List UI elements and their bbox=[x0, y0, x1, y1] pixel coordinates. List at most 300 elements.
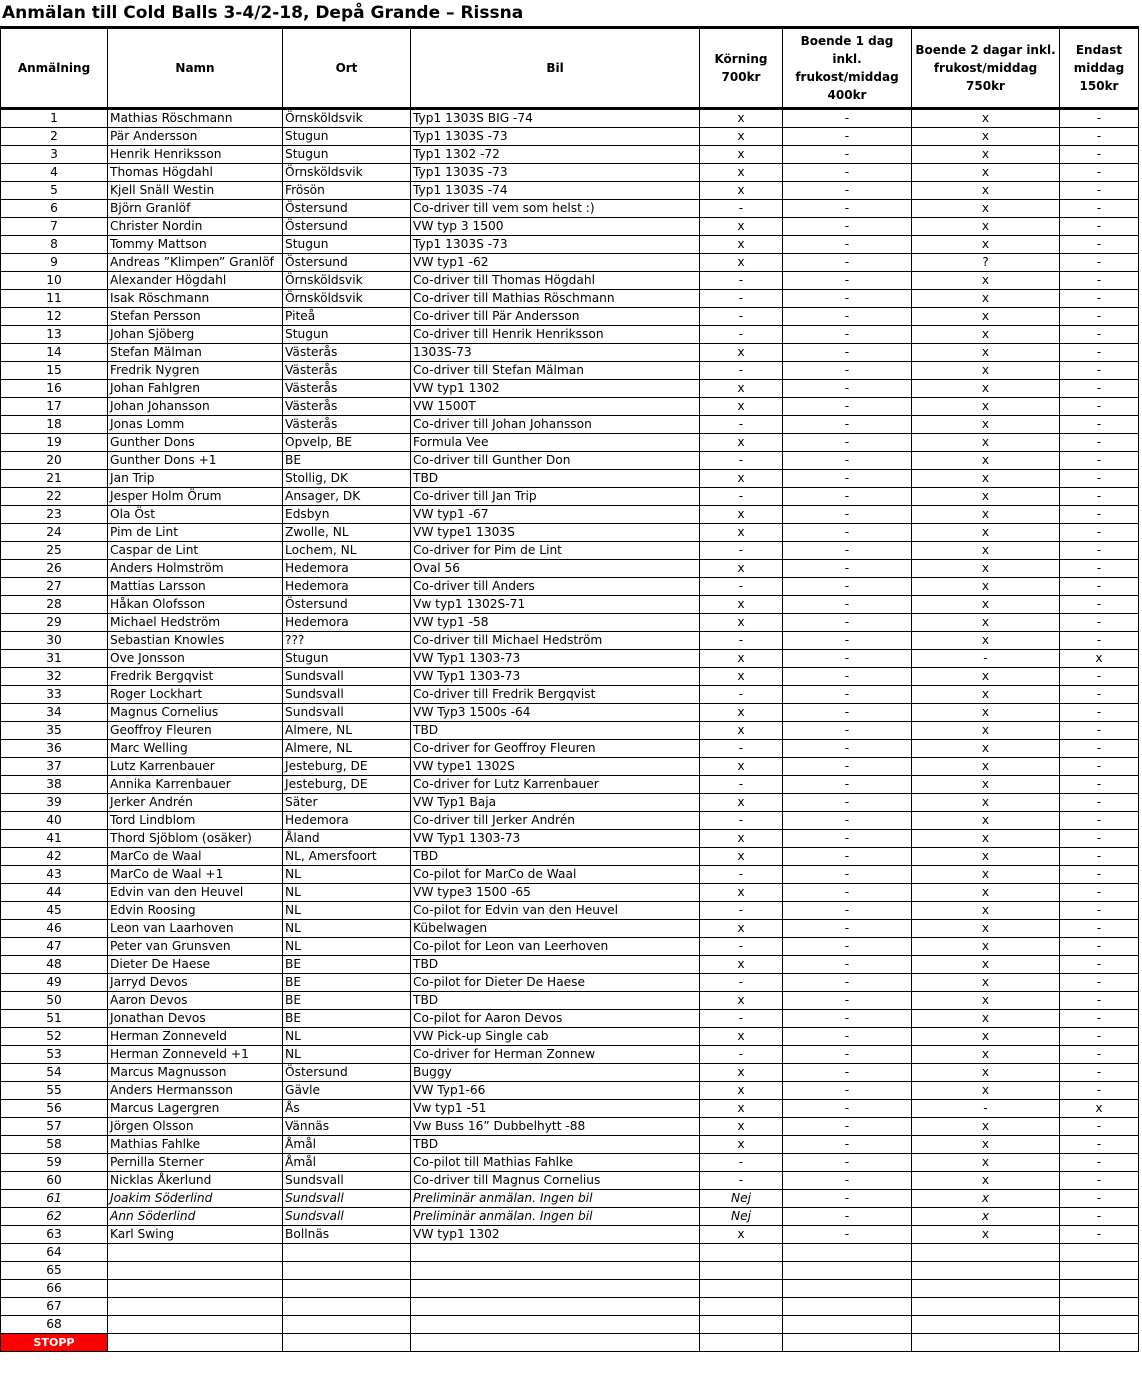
row-boende-1-dag: - bbox=[783, 578, 912, 596]
row-endast-middag: - bbox=[1060, 218, 1139, 236]
row-endast-middag: - bbox=[1060, 794, 1139, 812]
row-number: 49 bbox=[1, 974, 108, 992]
row-name: Ola Öst bbox=[108, 506, 283, 524]
row-car: VW typ1 -67 bbox=[411, 506, 700, 524]
row-number: 7 bbox=[1, 218, 108, 236]
row-endast-middag: - bbox=[1060, 1172, 1139, 1190]
table-row bbox=[1, 722, 1139, 740]
row-korning bbox=[700, 1298, 783, 1316]
row-boende-1-dag: - bbox=[783, 218, 912, 236]
row-boende-1-dag: - bbox=[783, 992, 912, 1010]
table-row bbox=[1, 902, 1139, 920]
row-number: 39 bbox=[1, 794, 108, 812]
row-boende-1-dag: - bbox=[783, 560, 912, 578]
row-number: 38 bbox=[1, 776, 108, 794]
row-boende-2-dagar: - bbox=[912, 1100, 1060, 1118]
row-korning: - bbox=[700, 740, 783, 758]
row-endast-middag: - bbox=[1060, 1118, 1139, 1136]
row-korning: - bbox=[700, 272, 783, 290]
row-name: Ann Söderlind bbox=[108, 1208, 283, 1226]
row-boende-2-dagar: x bbox=[912, 956, 1060, 974]
row-endast-middag: - bbox=[1060, 398, 1139, 416]
row-city: Stugun bbox=[283, 128, 411, 146]
table-row bbox=[1, 632, 1139, 650]
row-boende-1-dag: - bbox=[783, 236, 912, 254]
row-boende-2-dagar: x bbox=[912, 1028, 1060, 1046]
row-endast-middag: - bbox=[1060, 452, 1139, 470]
table-row bbox=[1, 470, 1139, 488]
row-korning: - bbox=[700, 578, 783, 596]
row-car: Co-driver till Michael Hedström bbox=[411, 632, 700, 650]
row-number: 64 bbox=[1, 1244, 108, 1262]
row-endast-middag: - bbox=[1060, 1208, 1139, 1226]
table-row bbox=[1, 362, 1139, 380]
row-car: Typ1 1303S -73 bbox=[411, 128, 700, 146]
row-name: Aaron Devos bbox=[108, 992, 283, 1010]
row-boende-2-dagar: x bbox=[912, 452, 1060, 470]
row-number: 18 bbox=[1, 416, 108, 434]
table-row bbox=[1, 1172, 1139, 1190]
row-boende-2-dagar: x bbox=[912, 560, 1060, 578]
row-city: Östersund bbox=[283, 200, 411, 218]
row-korning: x bbox=[700, 1226, 783, 1244]
row-name bbox=[108, 1262, 283, 1280]
row-car: VW type1 1302S bbox=[411, 758, 700, 776]
row-korning: x bbox=[700, 218, 783, 236]
row-boende-2-dagar: x bbox=[912, 920, 1060, 938]
row-name bbox=[108, 1280, 283, 1298]
row-korning: x bbox=[700, 1100, 783, 1118]
row-name: Joakim Söderlind bbox=[108, 1190, 283, 1208]
row-endast-middag: - bbox=[1060, 1082, 1139, 1100]
table-row bbox=[1, 290, 1139, 308]
row-city: Zwolle, NL bbox=[283, 524, 411, 542]
row-boende-1-dag: - bbox=[783, 1028, 912, 1046]
row-korning bbox=[700, 1280, 783, 1298]
row-boende-1-dag: - bbox=[783, 722, 912, 740]
header-row bbox=[1, 28, 1139, 109]
table-row bbox=[1, 1226, 1139, 1244]
row-boende-2-dagar: x bbox=[912, 506, 1060, 524]
row-city: NL bbox=[283, 938, 411, 956]
row-endast-middag: - bbox=[1060, 1136, 1139, 1154]
row-boende-1-dag: - bbox=[783, 650, 912, 668]
row-number: 63 bbox=[1, 1226, 108, 1244]
row-name: Jan Trip bbox=[108, 470, 283, 488]
row-boende-2-dagar: x bbox=[912, 182, 1060, 200]
row-city: Stugun bbox=[283, 650, 411, 668]
table-row bbox=[1, 650, 1139, 668]
row-korning: x bbox=[700, 344, 783, 362]
row-endast-middag: - bbox=[1060, 326, 1139, 344]
row-city: NL bbox=[283, 866, 411, 884]
row-name: Michael Hedström bbox=[108, 614, 283, 632]
table-row bbox=[1, 1010, 1139, 1028]
row-korning: - bbox=[700, 416, 783, 434]
row-endast-middag bbox=[1060, 1262, 1139, 1280]
header-bil: Bil bbox=[411, 28, 700, 109]
row-boende-2-dagar: x bbox=[912, 362, 1060, 380]
row-korning bbox=[700, 1244, 783, 1262]
row-number: 12 bbox=[1, 308, 108, 326]
row-city: Stugun bbox=[283, 236, 411, 254]
row-boende-1-dag: - bbox=[783, 1064, 912, 1082]
row-boende-2-dagar: x bbox=[912, 1118, 1060, 1136]
row-city: Almere, NL bbox=[283, 722, 411, 740]
row-korning bbox=[700, 1316, 783, 1334]
row-city: Hedemora bbox=[283, 560, 411, 578]
row-boende-2-dagar: x bbox=[912, 416, 1060, 434]
row-korning: x bbox=[700, 434, 783, 452]
row-number: 41 bbox=[1, 830, 108, 848]
row-name: Ove Jonsson bbox=[108, 650, 283, 668]
row-city: Jesteburg, DE bbox=[283, 776, 411, 794]
row-endast-middag: - bbox=[1060, 272, 1139, 290]
row-korning: - bbox=[700, 1010, 783, 1028]
row-number: 15 bbox=[1, 362, 108, 380]
row-boende-2-dagar: x bbox=[912, 902, 1060, 920]
row-car: Typ1 1303S -74 bbox=[411, 182, 700, 200]
row-name: Jörgen Olsson bbox=[108, 1118, 283, 1136]
row-city: Opvelp, BE bbox=[283, 434, 411, 452]
row-boende-1-dag: - bbox=[783, 524, 912, 542]
row-korning: - bbox=[700, 776, 783, 794]
row-boende-2-dagar: x bbox=[912, 722, 1060, 740]
row-car bbox=[411, 1316, 700, 1334]
row-city: Västerås bbox=[283, 398, 411, 416]
table-row bbox=[1, 1118, 1139, 1136]
row-car: VW Typ3 1500s -64 bbox=[411, 704, 700, 722]
table-row bbox=[1, 560, 1139, 578]
row-endast-middag: - bbox=[1060, 1226, 1139, 1244]
row-car: Co-pilot till Mathias Fahlke bbox=[411, 1154, 700, 1172]
row-endast-middag: - bbox=[1060, 308, 1139, 326]
row-boende-2-dagar: x bbox=[912, 488, 1060, 506]
row-car: Typ1 1303S -73 bbox=[411, 164, 700, 182]
row-boende-1-dag: - bbox=[783, 542, 912, 560]
row-city bbox=[283, 1244, 411, 1262]
row-number: 54 bbox=[1, 1064, 108, 1082]
row-endast-middag: - bbox=[1060, 1028, 1139, 1046]
row-boende-1-dag bbox=[783, 1262, 912, 1280]
row-endast-middag: - bbox=[1060, 596, 1139, 614]
row-boende-1-dag: - bbox=[783, 128, 912, 146]
row-name: Johan Sjöberg bbox=[108, 326, 283, 344]
row-number: 55 bbox=[1, 1082, 108, 1100]
row-number: 5 bbox=[1, 182, 108, 200]
row-korning: x bbox=[700, 956, 783, 974]
row-boende-1-dag: - bbox=[783, 470, 912, 488]
table-row bbox=[1, 1208, 1139, 1226]
row-name: Håkan Olofsson bbox=[108, 596, 283, 614]
row-car: Co-driver till Gunther Don bbox=[411, 452, 700, 470]
row-boende-2-dagar: x bbox=[912, 344, 1060, 362]
row-car: Preliminär anmälan. Ingen bil bbox=[411, 1208, 700, 1226]
row-city: Åland bbox=[283, 830, 411, 848]
row-name: Herman Zonneveld bbox=[108, 1028, 283, 1046]
row-car: VW Typ1 1303-73 bbox=[411, 830, 700, 848]
row-number: 67 bbox=[1, 1298, 108, 1316]
row-number: 59 bbox=[1, 1154, 108, 1172]
row-city: Säter bbox=[283, 794, 411, 812]
row-boende-2-dagar: x bbox=[912, 812, 1060, 830]
row-city: Västerås bbox=[283, 380, 411, 398]
row-number: 35 bbox=[1, 722, 108, 740]
row-boende-1-dag: - bbox=[783, 956, 912, 974]
row-name: Marc Welling bbox=[108, 740, 283, 758]
row-korning: - bbox=[700, 686, 783, 704]
row-city: NL bbox=[283, 902, 411, 920]
table-row bbox=[1, 218, 1139, 236]
row-name: Peter van Grunsven bbox=[108, 938, 283, 956]
row-name: Leon van Laarhoven bbox=[108, 920, 283, 938]
row-boende-1-dag: - bbox=[783, 758, 912, 776]
row-endast-middag: - bbox=[1060, 1010, 1139, 1028]
row-boende-1-dag: - bbox=[783, 776, 912, 794]
row-number: 43 bbox=[1, 866, 108, 884]
row-car: VW 1500T bbox=[411, 398, 700, 416]
row-city: Östersund bbox=[283, 1064, 411, 1082]
row-boende-1-dag: - bbox=[783, 740, 912, 758]
table-row bbox=[1, 956, 1139, 974]
row-boende-2-dagar: x bbox=[912, 290, 1060, 308]
table-row bbox=[1, 866, 1139, 884]
row-boende-1-dag: - bbox=[783, 686, 912, 704]
row-korning: x bbox=[700, 182, 783, 200]
row-car: Co-driver till Henrik Henriksson bbox=[411, 326, 700, 344]
row-boende-2-dagar: x bbox=[912, 614, 1060, 632]
header-korning: Körning 700kr bbox=[700, 28, 783, 109]
row-name: Gunther Dons bbox=[108, 434, 283, 452]
row-car: VW typ1 -58 bbox=[411, 614, 700, 632]
row-endast-middag bbox=[1060, 1298, 1139, 1316]
row-number: 53 bbox=[1, 1046, 108, 1064]
row-korning bbox=[700, 1262, 783, 1280]
row-car: Co-driver till Pär Andersson bbox=[411, 308, 700, 326]
row-name: Nicklas Åkerlund bbox=[108, 1172, 283, 1190]
row-korning: - bbox=[700, 290, 783, 308]
row-korning: x bbox=[700, 794, 783, 812]
row-endast-middag: - bbox=[1060, 704, 1139, 722]
table-row bbox=[1, 1280, 1139, 1298]
row-boende-1-dag bbox=[783, 1280, 912, 1298]
row-car: Co-driver till Mathias Röschmann bbox=[411, 290, 700, 308]
row-endast-middag: - bbox=[1060, 362, 1139, 380]
row-korning: - bbox=[700, 812, 783, 830]
row-name: Herman Zonneveld +1 bbox=[108, 1046, 283, 1064]
table-row bbox=[1, 254, 1139, 272]
row-number: 21 bbox=[1, 470, 108, 488]
table-row bbox=[1, 164, 1139, 182]
row-boende-1-dag: - bbox=[783, 1046, 912, 1064]
row-name: Pär Andersson bbox=[108, 128, 283, 146]
row-name: Jarryd Devos bbox=[108, 974, 283, 992]
row-car: TBD bbox=[411, 956, 700, 974]
row-korning: x bbox=[700, 128, 783, 146]
row-number: 30 bbox=[1, 632, 108, 650]
row-endast-middag: - bbox=[1060, 848, 1139, 866]
table-row bbox=[1, 344, 1139, 362]
row-number: 57 bbox=[1, 1118, 108, 1136]
row-korning: x bbox=[700, 614, 783, 632]
row-city: Hedemora bbox=[283, 578, 411, 596]
row-number: 27 bbox=[1, 578, 108, 596]
table-row bbox=[1, 1244, 1139, 1262]
table-row bbox=[1, 1064, 1139, 1082]
row-boende-1-dag: - bbox=[783, 1082, 912, 1100]
row-boende-2-dagar: x bbox=[912, 164, 1060, 182]
row-city: Gävle bbox=[283, 1082, 411, 1100]
row-name: Anders Holmström bbox=[108, 560, 283, 578]
row-car: VW Typ1 1303-73 bbox=[411, 650, 700, 668]
row-boende-1-dag: - bbox=[783, 1226, 912, 1244]
stop-row-cell bbox=[1060, 1334, 1139, 1352]
row-car: Vw Buss 16” Dubbelhytt -88 bbox=[411, 1118, 700, 1136]
row-boende-1-dag: - bbox=[783, 380, 912, 398]
row-city: Åmål bbox=[283, 1136, 411, 1154]
row-boende-2-dagar: x bbox=[912, 704, 1060, 722]
row-number: 62 bbox=[1, 1208, 108, 1226]
table-row bbox=[1, 812, 1139, 830]
row-city: ??? bbox=[283, 632, 411, 650]
row-name: Dieter De Haese bbox=[108, 956, 283, 974]
row-city: Örnsköldsvik bbox=[283, 164, 411, 182]
row-number: 40 bbox=[1, 812, 108, 830]
row-boende-1-dag: - bbox=[783, 614, 912, 632]
row-number: 42 bbox=[1, 848, 108, 866]
row-name: Johan Fahlgren bbox=[108, 380, 283, 398]
row-number: 58 bbox=[1, 1136, 108, 1154]
row-car: Co-driver till Stefan Mälman bbox=[411, 362, 700, 380]
row-korning: x bbox=[700, 758, 783, 776]
row-boende-1-dag: - bbox=[783, 902, 912, 920]
row-name: Christer Nordin bbox=[108, 218, 283, 236]
registration-table bbox=[0, 26, 1139, 1352]
row-korning: - bbox=[700, 326, 783, 344]
row-korning: x bbox=[700, 884, 783, 902]
row-korning: - bbox=[700, 452, 783, 470]
row-city: BE bbox=[283, 1010, 411, 1028]
row-boende-1-dag: - bbox=[783, 704, 912, 722]
table-row bbox=[1, 830, 1139, 848]
row-city: Östersund bbox=[283, 254, 411, 272]
row-boende-1-dag bbox=[783, 1316, 912, 1334]
row-city: Vännäs bbox=[283, 1118, 411, 1136]
row-boende-1-dag: - bbox=[783, 794, 912, 812]
row-car: Oval 56 bbox=[411, 560, 700, 578]
row-boende-1-dag: - bbox=[783, 326, 912, 344]
row-endast-middag: - bbox=[1060, 380, 1139, 398]
table-row bbox=[1, 182, 1139, 200]
row-car: Typ1 1303S BIG -74 bbox=[411, 109, 700, 128]
row-name: Magnus Cornelius bbox=[108, 704, 283, 722]
row-boende-2-dagar: x bbox=[912, 596, 1060, 614]
row-boende-2-dagar: x bbox=[912, 542, 1060, 560]
row-city bbox=[283, 1280, 411, 1298]
row-endast-middag: - bbox=[1060, 470, 1139, 488]
row-car: VW type3 1500 -65 bbox=[411, 884, 700, 902]
row-name: Mathias Fahlke bbox=[108, 1136, 283, 1154]
row-boende-1-dag: - bbox=[783, 254, 912, 272]
table-row bbox=[1, 614, 1139, 632]
row-boende-1-dag: - bbox=[783, 344, 912, 362]
row-city: Stugun bbox=[283, 146, 411, 164]
row-boende-1-dag: - bbox=[783, 830, 912, 848]
row-korning: x bbox=[700, 398, 783, 416]
row-car: Co-pilot for Dieter De Haese bbox=[411, 974, 700, 992]
row-name: Jesper Holm Örum bbox=[108, 488, 283, 506]
row-city: Hedemora bbox=[283, 614, 411, 632]
row-number: 4 bbox=[1, 164, 108, 182]
row-name: Stefan Persson bbox=[108, 308, 283, 326]
row-name: Thord Sjöblom (osäker) bbox=[108, 830, 283, 848]
row-car: Formula Vee bbox=[411, 434, 700, 452]
row-korning: - bbox=[700, 902, 783, 920]
row-korning: - bbox=[700, 974, 783, 992]
row-name: Edvin van den Heuvel bbox=[108, 884, 283, 902]
row-boende-2-dagar bbox=[912, 1244, 1060, 1262]
row-city: BE bbox=[283, 974, 411, 992]
row-number: 68 bbox=[1, 1316, 108, 1334]
table-row bbox=[1, 398, 1139, 416]
row-city: Edsbyn bbox=[283, 506, 411, 524]
row-car: VW Typ1 Baja bbox=[411, 794, 700, 812]
row-name: Johan Johansson bbox=[108, 398, 283, 416]
row-car: Buggy bbox=[411, 1064, 700, 1082]
row-name: Marcus Lagergren bbox=[108, 1100, 283, 1118]
row-number: 24 bbox=[1, 524, 108, 542]
row-endast-middag: - bbox=[1060, 902, 1139, 920]
row-city: Åmål bbox=[283, 1154, 411, 1172]
row-korning: x bbox=[700, 668, 783, 686]
row-name: Lutz Karrenbauer bbox=[108, 758, 283, 776]
row-name bbox=[108, 1298, 283, 1316]
row-endast-middag: - bbox=[1060, 830, 1139, 848]
row-car: Co-driver till Jerker Andrén bbox=[411, 812, 700, 830]
table-row bbox=[1, 542, 1139, 560]
table-row bbox=[1, 884, 1139, 902]
row-boende-2-dagar: x bbox=[912, 866, 1060, 884]
table-row bbox=[1, 380, 1139, 398]
row-number: 1 bbox=[1, 109, 108, 128]
table-row bbox=[1, 920, 1139, 938]
row-endast-middag: - bbox=[1060, 776, 1139, 794]
row-city: Sundsvall bbox=[283, 704, 411, 722]
row-number: 22 bbox=[1, 488, 108, 506]
table-row bbox=[1, 974, 1139, 992]
row-number: 31 bbox=[1, 650, 108, 668]
row-korning: x bbox=[700, 704, 783, 722]
row-boende-2-dagar: x bbox=[912, 1172, 1060, 1190]
row-korning: x bbox=[700, 992, 783, 1010]
row-endast-middag: - bbox=[1060, 866, 1139, 884]
row-korning: x bbox=[700, 848, 783, 866]
row-endast-middag: x bbox=[1060, 1100, 1139, 1118]
row-korning: x bbox=[700, 1064, 783, 1082]
row-car: Preliminär anmälan. Ingen bil bbox=[411, 1190, 700, 1208]
row-korning: - bbox=[700, 362, 783, 380]
row-number: 14 bbox=[1, 344, 108, 362]
row-endast-middag: - bbox=[1060, 200, 1139, 218]
row-korning: x bbox=[700, 380, 783, 398]
row-korning: - bbox=[700, 542, 783, 560]
row-endast-middag: - bbox=[1060, 812, 1139, 830]
row-name: Alexander Högdahl bbox=[108, 272, 283, 290]
row-name bbox=[108, 1316, 283, 1334]
row-name: Gunther Dons +1 bbox=[108, 452, 283, 470]
row-boende-1-dag: - bbox=[783, 1190, 912, 1208]
row-boende-2-dagar: x bbox=[912, 434, 1060, 452]
